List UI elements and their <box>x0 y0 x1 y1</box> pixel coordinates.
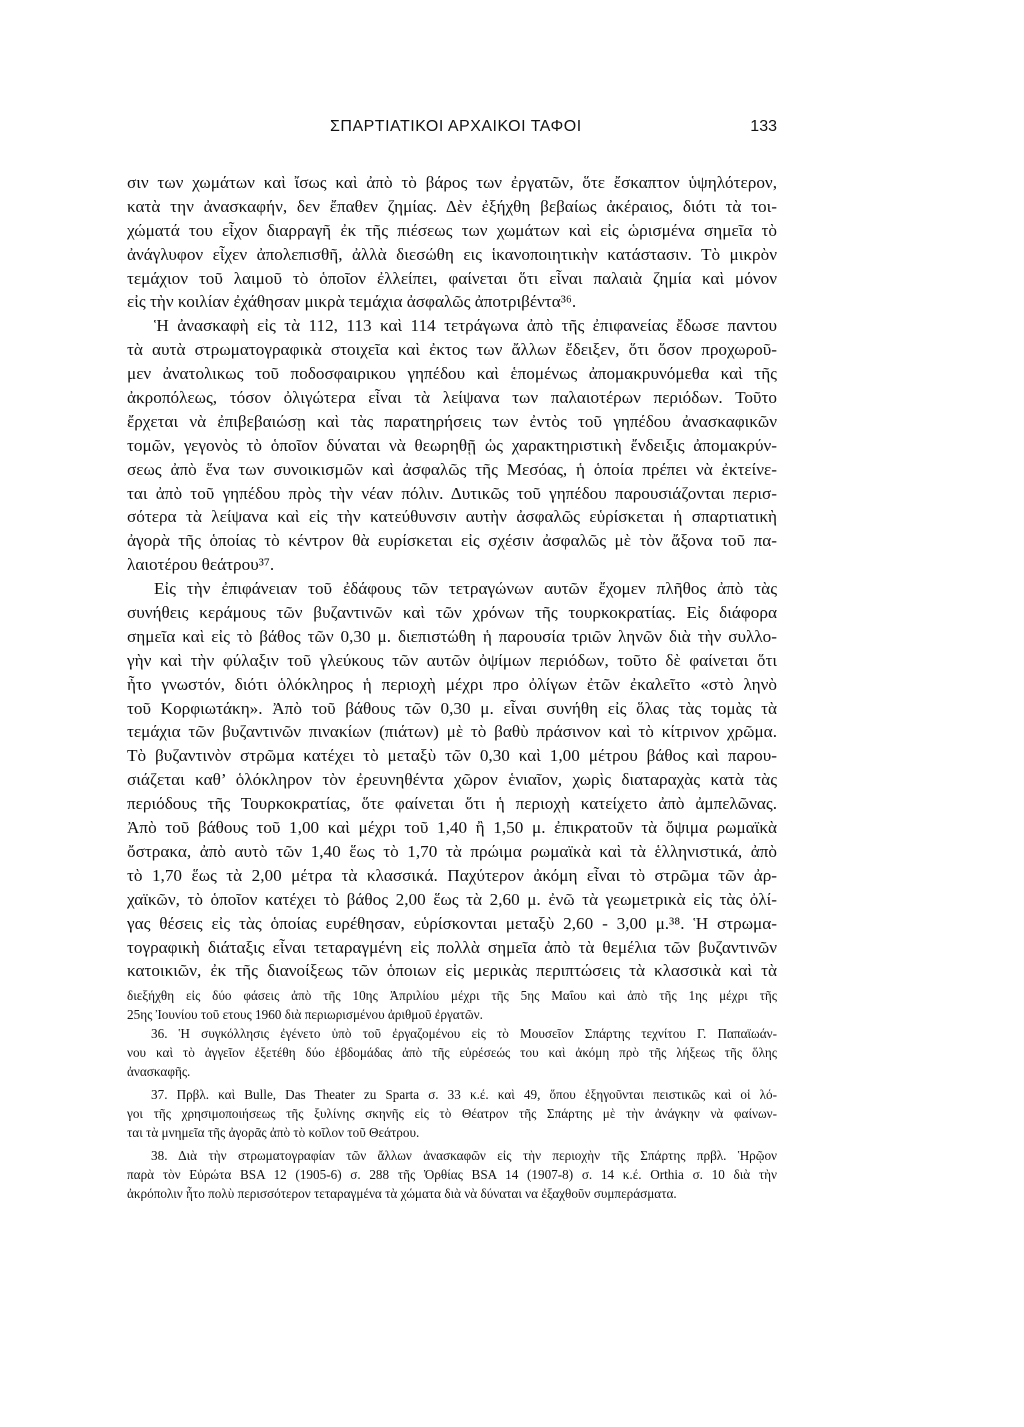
text-line: χώματά του εἶχον διαρραγῆ ἐκ τῆς πιέσεως των χωμάτων καὶ εἰς ὡρισμένα σημεῖα τὸ <box>127 220 777 240</box>
text-line: σιν των χωμάτων καὶ ἴσως καὶ ἀπὸ τὸ βάρος των ἐργατῶν, ὅτε ἔσκαπτον ὑψηλότερον, <box>127 173 777 192</box>
text-line: σημεῖα καὶ εἰς τὸ βάθος τῶν 0,30 μ. διεπιστώθη ἡ παρουσία τριῶν ληνῶν διὰ τὴν συλλο- <box>127 626 777 646</box>
text-line: γὴν καὶ τὴν φύλαξιν τοῦ γλεύκους τῶν αυτῶν ὀψίμων περιόδων, τοῦτο δὲ φαίνεται ὅτι <box>127 650 777 670</box>
text-line: σότερα τὰ λείψανα καὶ εἰς τὴν κατεύθυνσιν αυτὴν ἀσφαλῶς εὑρίσκεται ἡ σπαρτιατικὴ <box>127 507 777 527</box>
text-line: ἀκροπόλεως, τόσον ὀλιγώτερα εἶναι τὰ λείψανα των παλαιοτέρων περιόδων. Τοῦτο <box>127 388 777 408</box>
running-head <box>127 118 777 142</box>
text-line: ὄστρακα, ἀπὸ αυτὸ τῶν 1,40 ἕως τὸ 1,70 τὰ πρώιμα ρωμαϊκὰ καὶ τὰ ἑλληνιστικά, ἀπὸ <box>127 841 777 861</box>
text-line: τὸ 1,70 ἕως τὰ 2,00 μέτρα τὰ κλασσικά. Παχύτερον ἀκόμη εἶναι τὸ στρῶμα τῶν ἀρ- <box>127 865 777 885</box>
text-line: τὰ αυτὰ στρωματογραφικὰ στοιχεῖα καὶ ἐκτος των ἄλλων ἔδειξεν, ὅτι ὅσον προχωροῦ- <box>127 340 777 360</box>
text-line: ἦτο γνωστόν, διότι ὁλόκληρος ἡ περιοχὴ μέχρι προ ὀλίγων ἐτῶν ἐκαλεῖτο «στὸ ληνὸ <box>127 674 777 694</box>
main-text <box>127 171 777 983</box>
text-line: Εἰς τὴν ἐπιφάνειαν τοῦ ἐδάφους τῶν τετραγώνων αυτῶν ἔχομεν πλῆθος ἀπὸ τὰς <box>154 579 777 599</box>
text-line: ἀνάγλυφον εἶχεν ἀπολεπισθῆ, ἀλλὰ διεσώθη εις ἱκανοποιητικὴν κατάστασιν. Τὸ μικρὸν <box>127 244 777 264</box>
text-line: Ἀπὸ τοῦ βάθους τοῦ 1,00 καὶ μέχρι τοῦ 1,40 ἢ 1,50 μ. ἐπικρατοῦν τὰ ὄψιμα ρωμαϊκὰ <box>127 818 777 838</box>
text-line: κατὰ την ἀνασκαφήν, δεν ἔπαθεν ζημίας. Δὲν ἐξήχθη βεβαίως ἀκέραιος, διότι τὰ τοι- <box>127 196 777 216</box>
text-line: τεμάχιον τοῦ λαιμοῦ τὸ ὁποῖον ἐλλείπει, φαίνεται ὅτι εἶναι παλαιὰ ζημία καὶ μόνον <box>127 268 777 288</box>
text-line: τοῦ Κορφιωτάκη». Ἀπὸ τοῦ βάθους τῶν 0,30 μ. εἶναι συνήθη εἰς ὅλας τὰς τομὰς τὰ <box>127 698 777 718</box>
footnote-line: 38. Διὰ τὴν στρωματογραφίαν τῶν ἄλλων ἀνασκαφῶν εἰς τὴν περιοχὴν τῆς Σπάρτης πρβλ. Ἡρῷον <box>151 1148 777 1163</box>
text-line: χαϊκῶν, τὸ ὁποῖον κατέχει τὸ βάθος 2,00 ἕως τὰ 2,60 μ. ἐνῶ τὰ γεωμετρικὰ εἰς τὰς ὀλί- <box>127 889 777 909</box>
text-line: ται ἀπὸ τοῦ γηπέδου πρὸς τὴν νέαν πόλιν. Δυτικῶς τοῦ γηπέδου παρουσιάζονται περισ- <box>127 483 777 503</box>
text-line: τογραφικὴ διάταξις εἶναι τεταραγμένη εἰς πολλὰ σημεῖα ἀπὸ τὰ θεμέλια τῶν βυζαντινῶν <box>127 937 777 957</box>
footnote-line: 37. Πρβλ. καὶ Bulle, Das Theater zu Sparta σ. 33 κ.έ. καὶ 49, ὅπου ἐξηγοῦνται πειστικῶς καὶ οἱ λό- <box>151 1087 777 1102</box>
footnotes <box>127 986 777 1203</box>
text-line: λαιοτέρου θεάτρου³⁷. <box>127 555 275 575</box>
text-line: ἀγορὰ τῆς ὁποίας τὸ κέντρον θὰ ευρίσκεται εἰς σχέσιν ἀσφαλῶς μὲ τὸν ἄξονα τοῦ πα- <box>127 531 777 551</box>
footnote-line: ἀνασκαφῆς. <box>127 1064 191 1079</box>
footnote-line: ται τὰ μνημεῖα τῆς ἀγορᾶς ἀπὸ τὸ κοῖλον τοῦ Θεάτρου. <box>127 1125 420 1140</box>
text-line: σεως ἀπὸ ἕνα των συνοικισμῶν καὶ ἀσφαλῶς τῆς Μεσόας, ἡ ὁποία πρέπει νὰ ἐκτείνε- <box>127 459 777 479</box>
text-line: συνήθεις κεράμους τῶν βυζαντινῶν καὶ τῶν χρόνων τῆς τουρκοκρατίας. Εἰς διάφορα <box>127 603 777 623</box>
footnote-line: παρὰ τὸν Εὐρώτα BSA 12 (1905-6) σ. 288 τῆς Ὀρθίας BSA 14 (1907-8) σ. 14 κ.έ. Orthia σ. 10 διὰ τὴν <box>127 1167 777 1182</box>
text-line: τεμάχια τῶν βυζαντινῶν πινακίων (πιάτων) μὲ τὸ βαθὺ πράσινον καὶ τὸ κίτρινον χρῶμα. <box>127 722 777 742</box>
footnote-line: 25ης Ἰουνίου τοῦ ετους 1960 διὰ περιωρισμένου ἀριθμοῦ ἐργατῶν. <box>127 1007 483 1022</box>
text-line: περιόδους τῆς Τουρκοκρατίας, ὅτε φαίνεται ὅτι ἡ περιοχὴ κατείχετο ἀπὸ ἀμπελῶνας. <box>127 794 777 814</box>
footnote-line: διεξήχθη εἰς δύο φάσεις ἀπὸ τῆς 10ης Ἀπριλίου μέχρι τῆς 5ης Μαΐου καὶ ἀπὸ τῆς 1ης μέχρι τῆς <box>127 988 777 1003</box>
text-line: ἔρχεται νὰ ἐπιβεβαιώσῃ καὶ τὰς παρατηρήσεις των ἐντὸς τοῦ γηπέδου ἀνασκαφικῶν <box>127 411 777 431</box>
text-line: μεν ἀνατολικως τοῦ ποδοσφαιρικου γηπέδου καὶ ἑπομένως ἀπομακρυνόμεθα καὶ τῆς <box>127 364 777 384</box>
text-line: Ἡ ἀνασκαφὴ εἰς τὰ 112, 113 καὶ 114 τετράγωνα ἀπὸ τῆς ἐπιφανείας ἔδωσε παντου <box>154 316 777 336</box>
text-line: σιάζεται καθ’ ὁλόκληρον τὸν ἐρευνηθέντα χῶρον ἑνιαῖον, χωρὶς διαταραχὰς κατὰ τὰς <box>127 770 777 790</box>
text-line: κατοικιῶν, ἐκ τῆς διανοίξεως τῶν ὁποιων εἰς μερικὰς περιπτώσεις τὰ κλασσικὰ καὶ τὰ <box>127 961 777 981</box>
text-line: Τὸ βυζαντινὸν στρῶμα κατέχει τὸ μεταξὺ τῶν 0,30 καὶ 1,00 μέτρου βάθος καὶ παρου- <box>127 746 777 766</box>
page-title: ΣΠΑΡΤΙΑΤΙΚΟΙ ΑΡΧΑΙΚΟΙ ΤΑΦΟΙ <box>330 118 582 135</box>
footnote-line: νου καὶ τὸ ἀγγεῖον ἐξετέθη δύο ἑβδομάδας ἀπὸ τῆς εὑρέσεώς του καὶ ἀκόμη πρὸ τῆς λήξεως τῆς ὅλης <box>127 1045 777 1060</box>
footnote-line: 36. Ἡ συγκόλλησις ἐγένετο ὑπὸ τοῦ ἐργαζομένου εἰς τὸ Μουσεῖον Σπάρτης τεχνίτου Γ. Παπαϊωάν- <box>151 1026 777 1041</box>
text-line: γας θέσεις εἰς τὰς ὁποίας ευρέθησαν, εὑρίσκονται μεταξὺ 2,60 - 3,00 μ.³⁸. Ἡ στρωμα- <box>127 913 777 933</box>
text-line: τομῶν, γεγονὸς τὸ ὁποῖον δύναται νὰ θεωρηθῇ ὡς χαρακτηριστικὴ ἔνδειξις ἀπομακρύν- <box>127 435 777 455</box>
footnote-line: ἀκρόπολιν ἦτο πολὺ περισσότερον τεταραγμένα τὰ χώματα διὰ νὰ δύναται να ἐξαχθοῦν συμπεράσματα. <box>127 1186 677 1201</box>
text-line: εἰς τὴν κοιλίαν ἐχάθησαν μικρὰ τεμάχια ἀσφαλῶς ἀποτριβέντα³⁶. <box>127 292 577 312</box>
page-number: 133 <box>750 118 777 135</box>
footnote-line: γοι τῆς χρησιμοποιήσεως τῆς ξυλίνης σκηνῆς εἰς τὸ Θέατρον τῆς Σπάρτης μὲ τὴν ἀνάγκην νὰ φαίνων- <box>127 1106 777 1121</box>
